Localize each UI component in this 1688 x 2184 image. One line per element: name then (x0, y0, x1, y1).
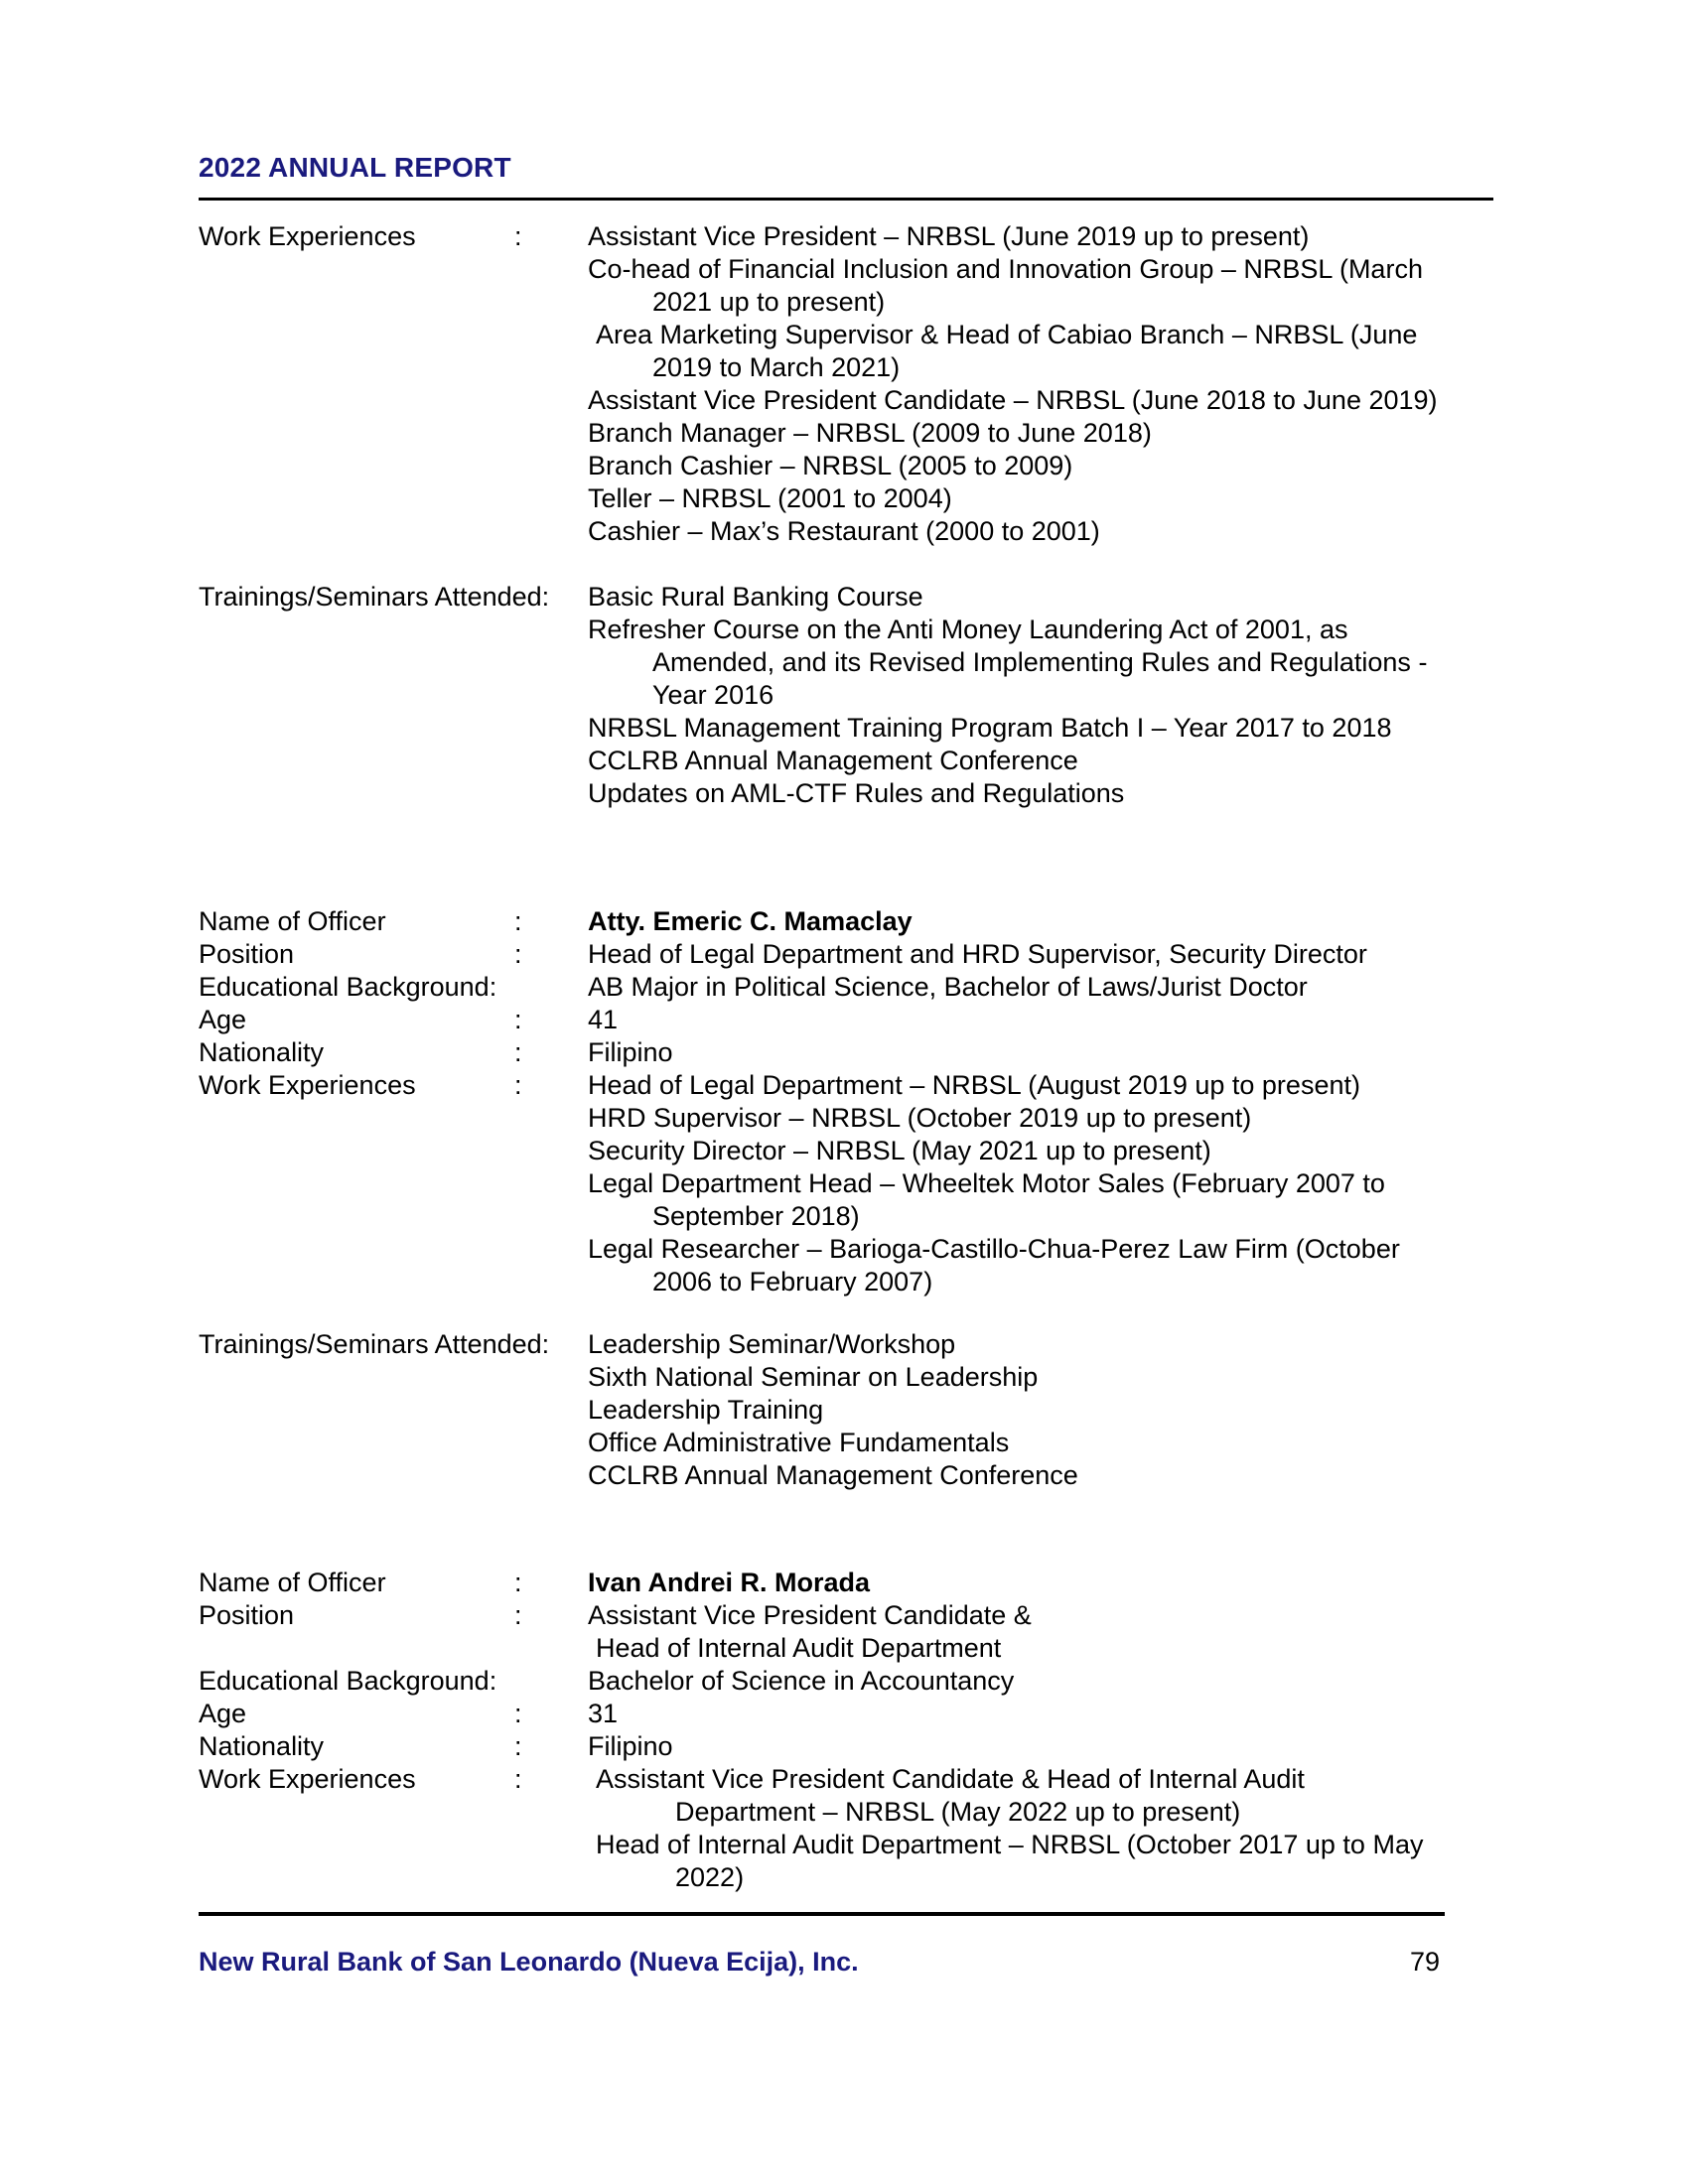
footer-bank-name: New Rural Bank of San Leonardo (Nueva Ecija), Inc. (199, 1947, 859, 1977)
field-value (588, 1599, 1499, 1665)
field-label: Work Experiences (199, 1070, 416, 1100)
footer-page-number: 79 (1409, 1947, 1440, 1977)
field-value-line: Branch Cashier – NRBSL (2005 to 2009) (588, 451, 1073, 480)
officer-1-work-experiences (199, 220, 1499, 548)
field-colon: : (514, 221, 522, 251)
field-value-line: Filipino (588, 1037, 673, 1067)
field-label: Work Experiences (199, 1764, 416, 1794)
field-value-line: Atty. Emeric C. Mamaclay (588, 906, 913, 936)
field-colon: : (514, 1600, 522, 1630)
officer-field-row (199, 1328, 1499, 1492)
field-colon: : (514, 1699, 522, 1728)
field-value-line: Assistant Vice President Candidate & Head of Internal Audit (596, 1764, 1305, 1794)
field-label: Position (199, 1600, 295, 1630)
field-value-line: Legal Researcher – Barioga-Castillo-Chua-Perez Law Firm (October (588, 1234, 1400, 1264)
field-value (588, 1698, 1499, 1730)
field-value-line: CCLRB Annual Management Conference (588, 746, 1078, 775)
field-label: Nationality (199, 1037, 325, 1067)
field-value-line: Security Director – NRBSL (May 2021 up to present) (588, 1136, 1211, 1165)
field-value-line: Refresher Course on the Anti Money Laundering Act of 2001, as (588, 614, 1348, 644)
field-value (588, 1730, 1499, 1763)
field-value-line: Assistant Vice President – NRBSL (June 2019 up to present) (588, 221, 1310, 251)
field-colon: : (514, 1568, 522, 1597)
field-value-line: Head of Legal Department and HRD Supervisor, Security Director (588, 939, 1367, 969)
field-value-line: Office Administrative Fundamentals (588, 1428, 1010, 1457)
field-value-line: 2021 up to present) (652, 287, 886, 317)
field-value-line: 31 (588, 1699, 619, 1728)
field-value-line: Department – NRBSL (May 2022 up to present) (675, 1797, 1241, 1827)
field-label: Educational Background: (199, 972, 497, 1002)
footer-divider (199, 1912, 1445, 1916)
field-value-line: Assistant Vice President Candidate – NRBSL (June 2018 to June 2019) (588, 385, 1438, 415)
field-value-line: Head of Internal Audit Department (596, 1633, 1002, 1663)
field-value-line: Head of Legal Department – NRBSL (August 2019 up to present) (588, 1070, 1360, 1100)
field-value-line: Assistant Vice President Candidate & (588, 1600, 1032, 1630)
officer-3-profile (199, 1567, 1499, 1894)
field-label: Trainings/Seminars Attended: (199, 1329, 550, 1359)
officer-field-row (199, 1665, 1499, 1698)
officer-field-row (199, 1004, 1499, 1036)
field-value (588, 220, 1499, 548)
officer-field-row (199, 905, 1499, 938)
field-label: Trainings/Seminars Attended: (199, 582, 550, 612)
field-value (588, 1567, 1499, 1599)
field-value-line: 2019 to March 2021) (652, 352, 901, 382)
field-value (588, 1069, 1499, 1298)
field-value-line: 41 (588, 1005, 619, 1034)
field-value-line: September 2018) (652, 1201, 860, 1231)
field-label: Nationality (199, 1731, 325, 1761)
officer-field-row (199, 938, 1499, 971)
page-header-title: 2022 ANNUAL REPORT (199, 152, 511, 183)
field-value (588, 1328, 1499, 1492)
field-value (588, 1004, 1499, 1036)
field-colon: : (514, 1731, 522, 1761)
officer-field-row (199, 1698, 1499, 1730)
field-value-line: 2006 to February 2007) (652, 1267, 933, 1297)
field-value-line: Ivan Andrei R. Morada (588, 1568, 871, 1597)
officer-1-trainings-seminars (199, 581, 1499, 810)
field-value-line: Leadership Training (588, 1395, 824, 1425)
field-label: Educational Background: (199, 1666, 497, 1696)
field-value (588, 1665, 1499, 1698)
field-value (588, 938, 1499, 971)
field-label: Work Experiences (199, 221, 416, 251)
field-value-line: Cashier – Max’s Restaurant (2000 to 2001) (588, 516, 1100, 546)
field-value-line: Bachelor of Science in Accountancy (588, 1666, 1015, 1696)
header-divider (199, 198, 1493, 201)
officer-field-row (199, 1730, 1499, 1763)
field-label: Name of Officer (199, 906, 386, 936)
field-value-line: Head of Internal Audit Department – NRBSL (October 2017 up to May (596, 1830, 1424, 1859)
field-label: Name of Officer (199, 1568, 386, 1597)
officer-field-row (199, 1567, 1499, 1599)
field-value-line: HRD Supervisor – NRBSL (October 2019 up to present) (588, 1103, 1252, 1133)
field-value (588, 905, 1499, 938)
field-colon: : (514, 1764, 522, 1794)
officer-2-profile (199, 905, 1499, 1298)
field-label: Age (199, 1699, 247, 1728)
field-colon: : (514, 1005, 522, 1034)
officer-field-row (199, 1069, 1499, 1298)
officer-field-row (199, 581, 1499, 810)
field-colon: : (514, 939, 522, 969)
field-value (588, 971, 1499, 1004)
field-value-line: Sixth National Seminar on Leadership (588, 1362, 1039, 1392)
field-value-line: Legal Department Head – Wheeltek Motor Sales (February 2007 to (588, 1168, 1385, 1198)
officer-field-row (199, 1599, 1499, 1665)
field-value-line: CCLRB Annual Management Conference (588, 1460, 1078, 1490)
field-colon: : (514, 906, 522, 936)
field-value (588, 1036, 1499, 1069)
officer-field-row (199, 971, 1499, 1004)
field-value-line: Teller – NRBSL (2001 to 2004) (588, 483, 952, 513)
field-value-line: Amended, and its Revised Implementing Rules and Regulations - (652, 647, 1428, 677)
field-label: Age (199, 1005, 247, 1034)
field-value-line: Leadership Seminar/Workshop (588, 1329, 956, 1359)
field-value-line: Co-head of Financial Inclusion and Innovation Group – NRBSL (March (588, 254, 1423, 284)
field-value (588, 1763, 1499, 1894)
officer-field-row (199, 1036, 1499, 1069)
field-value (588, 581, 1499, 810)
field-value-line: Filipino (588, 1731, 673, 1761)
officer-field-row (199, 220, 1499, 548)
field-value-line: 2022) (675, 1862, 745, 1892)
field-value-line: Branch Manager – NRBSL (2009 to June 2018) (588, 418, 1152, 448)
page-footer (199, 1946, 1440, 1979)
field-value-line: Updates on AML-CTF Rules and Regulations (588, 778, 1125, 808)
field-value-line: Area Marketing Supervisor & Head of Cabiao Branch – NRBSL (June (596, 320, 1418, 349)
field-value-line: AB Major in Political Science, Bachelor of Laws/Jurist Doctor (588, 972, 1308, 1002)
field-colon: : (514, 1070, 522, 1100)
field-value-line: NRBSL Management Training Program Batch I – Year 2017 to 2018 (588, 713, 1392, 743)
field-value-line: Basic Rural Banking Course (588, 582, 923, 612)
field-colon: : (514, 1037, 522, 1067)
officer-2-trainings-seminars (199, 1328, 1499, 1492)
field-label: Position (199, 939, 295, 969)
officer-field-row (199, 1763, 1499, 1894)
field-value-line: Year 2016 (652, 680, 774, 710)
